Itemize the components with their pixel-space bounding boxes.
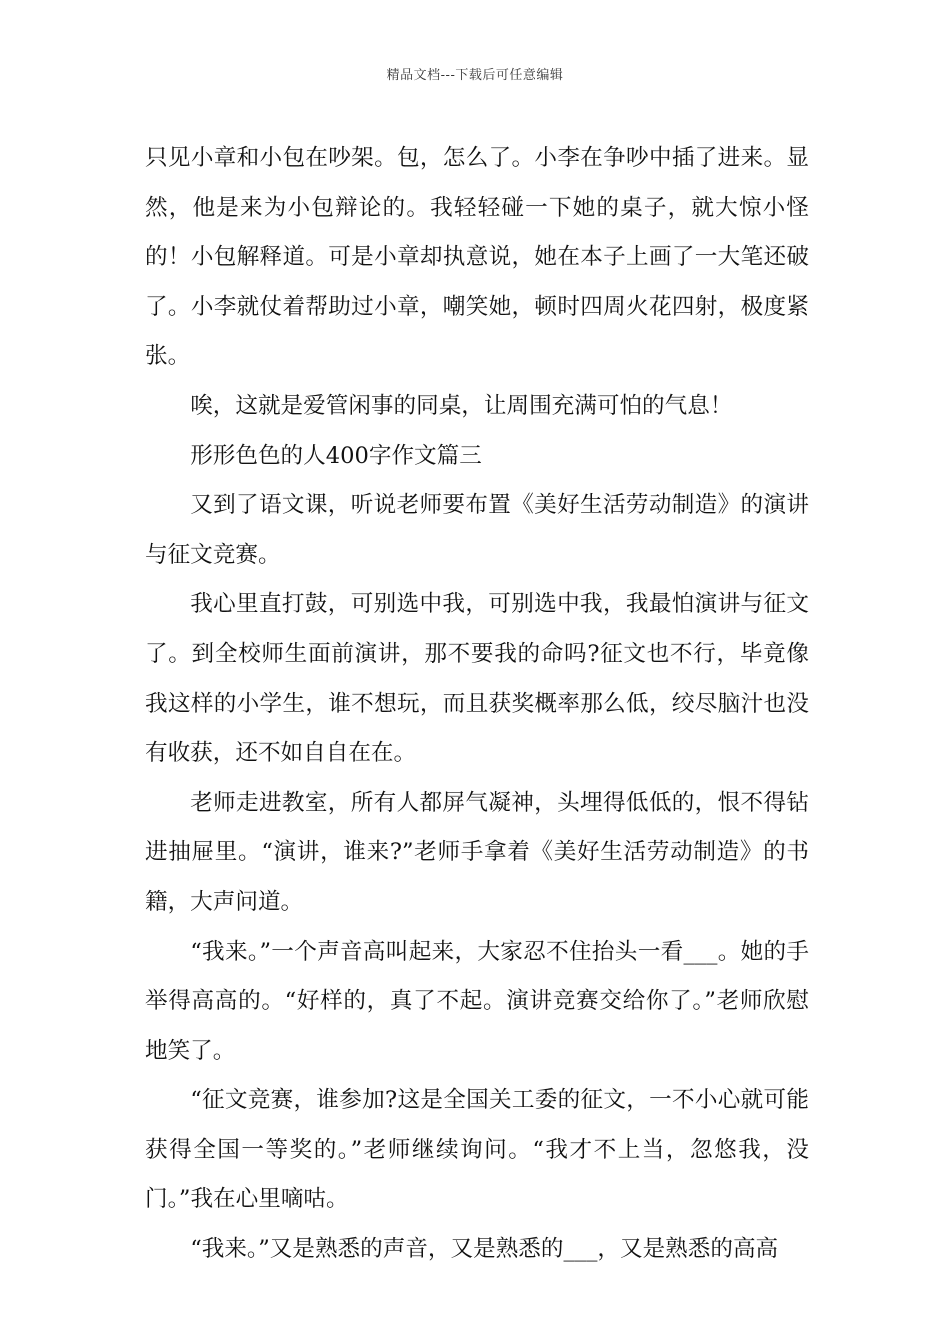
paragraph: 只见小章和小包在吵架。包，怎么了。小李在争吵中插了进来。显然，他是来为小包辩论的。我轻轻碰一下她的桌子，就大惊小怪的！小包解释道。可是小章却执意说，她在本子上画了一大笔还破了。小李就仗着帮助过小章，嘲笑她，顿时四周火花四射，极度紧张。 [145, 145, 809, 370]
paragraph: “我来。”一个声音高叫起来，大家忍不住抬头一看___。她的手举得高高的。“好样的，真了不起。演讲竞赛交给你了。”老师欣慰地笑了。 [145, 938, 809, 1064]
paragraph: 又到了语文课，听说老师要布置《美好生活劳动制造》的演讲与征文竞赛。 [145, 492, 809, 568]
paragraph: “我来。”又是熟悉的声音，又是熟悉的___，又是熟悉的高高 [190, 1236, 779, 1263]
page-header: 精品文档---下载后可任意编辑 [386, 68, 564, 83]
paragraph: 我心里直打鼓，可别选中我，可别选中我，我最怕演讲与征文了。到全校师生面前演讲，那不要我的命吗?征文也不行，毕竟像我这样的小学生，谁不想玩，而且获奖概率那么低，绞尽脑汁也没有收获，还不如自自在在。 [145, 591, 809, 767]
paragraph: 唉，这就是爱管闲事的同桌，让周围充满可怕的气息！ [190, 392, 733, 419]
section-title: 形形色色的人400字作文篇三 [190, 442, 482, 469]
body-text [145, 134, 809, 1275]
paragraph: “征文竞赛，谁参加?这是全国关工委的征文，一不小心就可能获得全国一等奖的。”老师继续询问。“我才不上当，忽悠我，没门。”我在心里嘀咕。 [145, 1087, 809, 1213]
paragraph: 老师走进教室，所有人都屏气凝神，头埋得低低的，恨不得钻进抽屉里。“演讲，谁来?”老师手拿着《美好生活劳动制造》的书籍，大声问道。 [145, 789, 809, 915]
